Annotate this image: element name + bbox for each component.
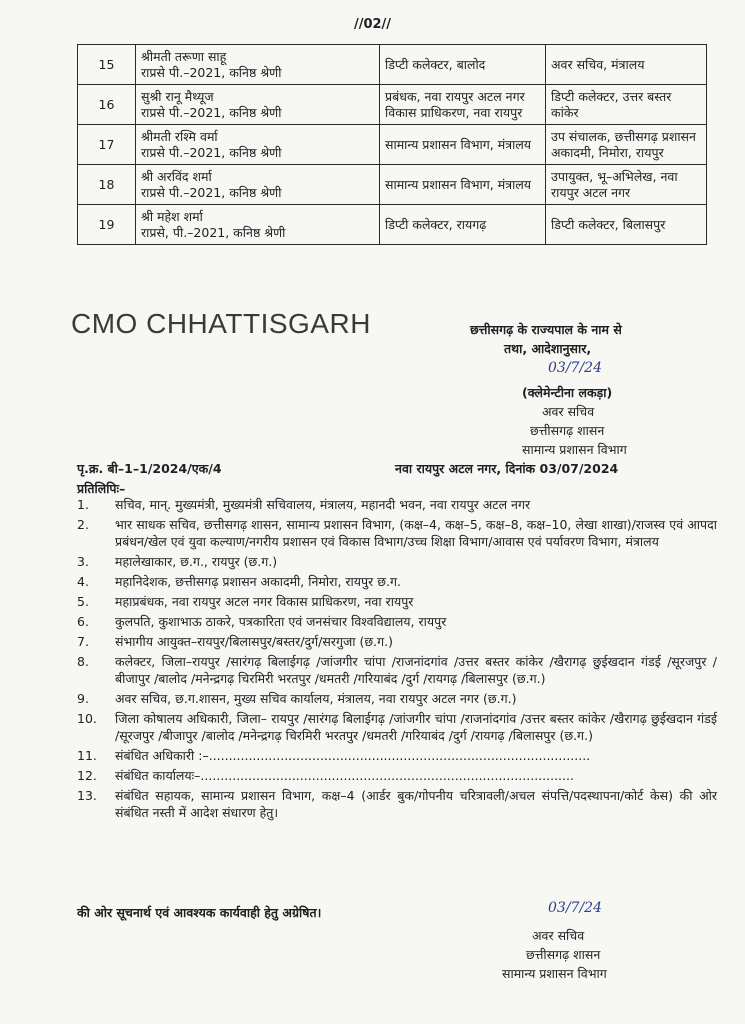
list-item-number: 10. (77, 711, 97, 726)
row-number (78, 85, 136, 125)
final-designation: अवर सचिव (532, 928, 585, 943)
row-officer-name: श्री अरविंद शर्मा (141, 168, 212, 184)
row-new-posting-to: अवर सचिव, मंत्रालय (551, 56, 645, 72)
list-item-text: संबंधित कार्यालयः–.............................................................................................. (115, 768, 574, 783)
row-number-num: 19 (98, 216, 115, 232)
list-item (77, 553, 717, 570)
row-officer-service: राप्रसे, पी.–2021, कनिष्ठ श्रेणी (141, 224, 286, 240)
list-item-text: सचिव, मान्. मुख्यमंत्री, मुख्यमंत्री सचिवालय, मंत्रालय, महानदी भवन, नवा रायपुर अटल नगर (115, 497, 531, 512)
list-item (77, 516, 717, 550)
row-number (78, 205, 136, 245)
list-item-number: 4. (77, 574, 89, 589)
row-current-posting (380, 85, 546, 125)
row-current-posting (380, 125, 546, 165)
order-line-1: छत्तीसगढ़ के राज्यपाल के नाम से (470, 322, 622, 337)
row-current-posting-from: डिप्टी कलेक्टर, रायगढ़ (385, 216, 487, 232)
list-item (77, 747, 717, 764)
row-officer-service: राप्रसे पी.–2021, कनिष्ठ श्रेणी (141, 64, 282, 80)
list-item (77, 653, 717, 687)
table-row (78, 85, 707, 125)
table-row (78, 165, 707, 205)
copy-list (77, 496, 717, 824)
list-item-text: अवर सचिव, छ.ग.शासन, मुख्य सचिव कार्यालय, मंत्रालय, नवा रायपुर अटल नगर (छ.ग.) (115, 691, 517, 706)
row-current-posting (380, 205, 546, 245)
signer-name: (क्लेमेन्टीना लकड़ा) (522, 385, 613, 400)
row-number-num: 15 (98, 56, 115, 72)
row-officer-service: राप्रसे पी.–2021, कनिष्ठ श्रेणी (141, 104, 282, 120)
row-new-posting-to: डिप्टी कलेक्टर, उत्तर बस्तर कांकेर (551, 88, 672, 120)
list-item-text: संबंधित सहायक, सामान्य प्रशासन विभाग, कक्ष–4 (आर्डर बुक/गोपनीय चरित्रावली/अचल संपत्ति/पदस्थापना/कोर्ट केस) की ओर संबंधित नस्ती में आदेश संधारण हेतु। (115, 788, 717, 820)
table-row (78, 45, 707, 85)
list-item-number: 5. (77, 594, 89, 609)
signer-block (522, 383, 627, 459)
row-officer (136, 125, 380, 165)
handwritten-signature-2: 03/7/24 (548, 900, 602, 916)
order-line-2: तथा, आदेशानुसार, (504, 341, 592, 356)
row-number (78, 165, 136, 205)
list-item-number: 11. (77, 748, 97, 763)
reference-number: पृ.क्र. बी–1–1/2024/एक/4 (77, 461, 222, 476)
list-item-text: महाप्रबंधक, नवा रायपुर अटल नगर विकास प्राधिकरण, नवा रायपुर (115, 594, 414, 609)
signer-designation: अवर सचिव (542, 404, 595, 419)
row-current-posting-from: डिप्टी कलेक्टर, बालोद (385, 56, 486, 72)
final-department: सामान्य प्रशासन विभाग (502, 966, 607, 981)
row-officer (136, 205, 380, 245)
row-officer-service: राप्रसे पी.–2021, कनिष्ठ श्रेणी (141, 184, 282, 200)
row-current-posting-from: सामान्य प्रशासन विभाग, मंत्रालय (385, 136, 532, 152)
final-government: छत्तीसगढ़ शासन (526, 947, 601, 962)
list-item-text: महालेखाकार, छ.ग., रायपुर (छ.ग.) (115, 554, 278, 569)
list-item (77, 573, 717, 590)
list-item-text: कुलपति, कुशाभाऊ ठाकरे, पत्रकारिता एवं जनसंचार विश्वविद्यालय, रायपुर (115, 614, 447, 629)
list-item (77, 767, 717, 784)
list-item-number: 6. (77, 614, 89, 629)
row-number-num: 16 (98, 96, 115, 112)
list-item (77, 613, 717, 630)
table-row (78, 205, 707, 245)
row-current-posting-from: सामान्य प्रशासन विभाग, मंत्रालय (385, 176, 532, 192)
row-new-posting-to: डिप्टी कलेक्टर, बिलासपुर (551, 216, 666, 232)
list-item-number: 12. (77, 768, 97, 783)
row-officer (136, 165, 380, 205)
list-item-text: महानिदेशक, छत्तीसगढ़ प्रशासन अकादमी, निमोरा, रायपुर छ.ग. (115, 574, 401, 589)
row-new-posting (546, 165, 707, 205)
list-item-number: 3. (77, 554, 89, 569)
watermark-text: CMO CHHATTISGARH (71, 308, 371, 339)
list-item (77, 633, 717, 650)
row-current-posting (380, 45, 546, 85)
transfer-table-body (78, 45, 707, 245)
list-item (77, 593, 717, 610)
order-authority (470, 320, 700, 358)
row-new-posting-to: उप संचालक, छत्तीसगढ़ प्रशासन अकादमी, निमोरा, रायपुर (551, 128, 696, 160)
row-new-posting (546, 85, 707, 125)
closing-text: की ओर सूचनार्थ एवं आवश्यक कार्यवाही हेतु अग्रेषित। (77, 905, 322, 920)
handwritten-signature-1: 03/7/24 (548, 360, 602, 376)
list-item-number: 2. (77, 517, 89, 532)
list-item-text: संबंधित अधिकारी :–................................................................................................ (115, 748, 591, 763)
row-number (78, 125, 136, 165)
row-officer-name: श्रीमती रश्मि वर्मा (141, 128, 218, 144)
list-item-text: भार साधक सचिव, छत्तीसगढ़ शासन, सामान्य प्रशासन विभाग, (कक्ष–4, कक्ष–5, कक्ष–8, कक्ष–10, लेखा शाखा)/राजस्व एवं आपदा प्रबंधन/खेल एवं युवा कल्याण/नगरीय प्रशासन एवं विकास विभाग/उच्च शिक्षा विभाग/आवास एवं पर्यावरण विभाग, मंत्रालय (115, 517, 717, 549)
row-officer-service: राप्रसे पी.–2021, कनिष्ठ श्रेणी (141, 144, 282, 160)
row-current-posting-from: प्रबंधक, नवा रायपुर अटल नगर विकास प्राधिकरण, नवा रायपुर (385, 88, 525, 120)
row-officer-name: श्रीमती तरूणा साहू (141, 48, 227, 64)
copy-heading: प्रतिलिपिः– (77, 481, 126, 496)
row-new-posting (546, 205, 707, 245)
signer-department: सामान्य प्रशासन विभाग (522, 442, 627, 457)
row-officer-name: सुश्री रानू मैथ्यूज (141, 88, 214, 104)
row-officer-name: श्री महेश शर्मा (141, 208, 203, 224)
list-item (77, 787, 717, 821)
reference-place-date: नवा रायपुर अटल नगर, दिनांक 03/07/2024 (395, 461, 619, 476)
list-item-number: 9. (77, 691, 89, 706)
list-item (77, 496, 717, 513)
signer-government: छत्तीसगढ़ शासन (530, 423, 605, 438)
table-row (78, 125, 707, 165)
list-item-number: 8. (77, 654, 89, 669)
row-number-num: 18 (98, 176, 115, 192)
list-item-text: संभागीय आयुक्त–रायपुर/बिलासपुर/बस्तर/दुर्ग/सरगुजा (छ.ग.) (115, 634, 393, 649)
row-number-num: 17 (98, 136, 115, 152)
row-new-posting (546, 125, 707, 165)
row-new-posting-to: उपायुक्त, भू–अभिलेख, नवा रायपुर अटल नगर (551, 168, 678, 200)
row-officer (136, 85, 380, 125)
row-new-posting (546, 45, 707, 85)
row-current-posting (380, 165, 546, 205)
list-item-number: 1. (77, 497, 89, 512)
reference-line (77, 460, 717, 477)
list-item-number: 7. (77, 634, 89, 649)
page-number: //02// (353, 17, 392, 32)
list-item-number: 13. (77, 788, 97, 803)
list-item-text: कलेक्टर, जिला–रायपुर /सारंगढ़ बिलाईगढ़ /जांजगीर चांपा /राजनांदगांव /उत्तर बस्तर कांकेर /खैरागढ़ छुईखदान गंडई /सूरजपुर /बीजापुर /बालोद /मनेन्द्रगढ़ चिरमिरी भरतपुर /धमतरी /गरियाबंद /दुर्ग /रायगढ़ /बिलासपुर (छ.ग.) (115, 654, 717, 686)
transfer-table (77, 44, 707, 245)
list-item (77, 690, 717, 707)
list-item (77, 710, 717, 744)
list-item-text: जिला कोषालय अधिकारी, जिला– रायपुर /सारंगढ़ बिलाईगढ़ /जांजगीर चांपा /राजनांदगांव /उत्तर बस्तर कांकेर /खैरागढ़ छुईखदान गंडई /सूरजपुर /बीजापुर /बालोद /मनेन्द्रगढ़ चिरमिरी भरतपुर /धमतरी /गरियाबंद /दुर्ग /रायगढ़ /बिलासपुर (छ.ग.) (115, 711, 717, 743)
row-number (78, 45, 136, 85)
final-signer-block (502, 920, 607, 983)
row-officer (136, 45, 380, 85)
